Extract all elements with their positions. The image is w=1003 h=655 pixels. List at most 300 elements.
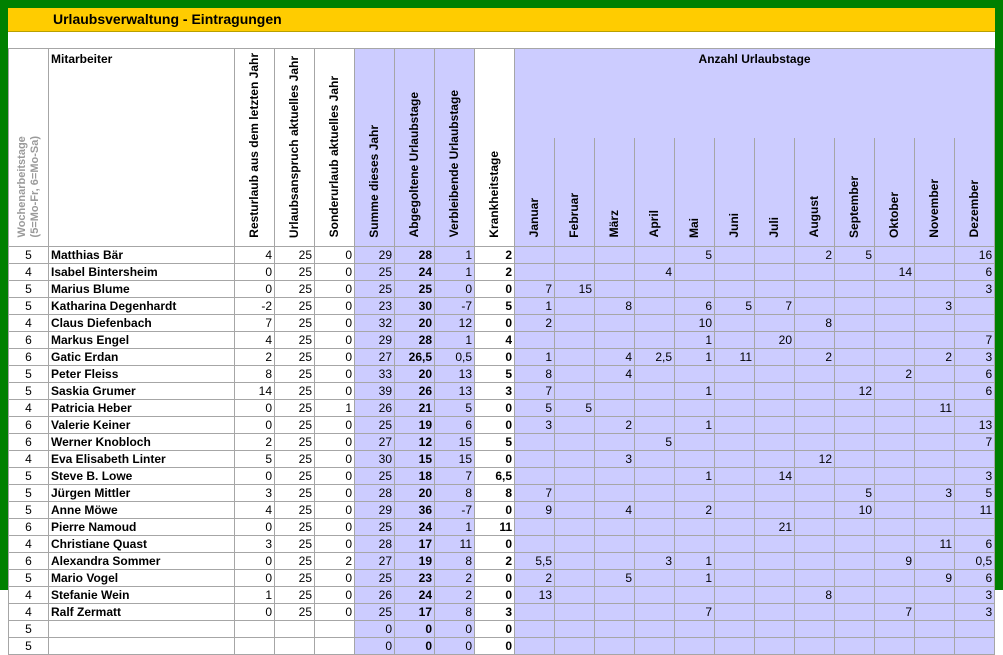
cell-month-2[interactable]	[595, 246, 635, 263]
cell-abgegolten[interactable]: 15	[395, 450, 435, 467]
cell-month-3[interactable]	[635, 484, 675, 501]
cell-month-11[interactable]: 6	[955, 365, 995, 382]
cell-wochenarbeitstage[interactable]: 4	[9, 603, 49, 620]
cell-month-1[interactable]	[555, 620, 595, 637]
cell-month-10[interactable]	[915, 246, 955, 263]
cell-month-3[interactable]	[635, 331, 675, 348]
cell-abgegolten[interactable]: 19	[395, 416, 435, 433]
cell-month-1[interactable]	[555, 416, 595, 433]
cell-month-1[interactable]	[555, 450, 595, 467]
cell-sonderurlaub[interactable]: 0	[315, 246, 355, 263]
cell-urlaubsanspruch[interactable]: 25	[275, 365, 315, 382]
cell-resturlaub[interactable]: 4	[235, 331, 275, 348]
cell-sonderurlaub[interactable]: 0	[315, 433, 355, 450]
cell-month-6[interactable]	[755, 586, 795, 603]
cell-month-1[interactable]	[555, 586, 595, 603]
cell-resturlaub[interactable]: 3	[235, 535, 275, 552]
cell-mitarbeiter[interactable]: Werner Knobloch	[49, 433, 235, 450]
cell-month-10[interactable]	[915, 450, 955, 467]
cell-mitarbeiter[interactable]: Matthias Bär	[49, 246, 235, 263]
cell-month-2[interactable]	[595, 620, 635, 637]
cell-month-10[interactable]: 3	[915, 484, 955, 501]
cell-month-11[interactable]: 6	[955, 569, 995, 586]
cell-month-11[interactable]	[955, 518, 995, 535]
cell-urlaubsanspruch[interactable]: 25	[275, 450, 315, 467]
cell-verbleibend[interactable]: 0	[435, 280, 475, 297]
cell-summe[interactable]: 26	[355, 586, 395, 603]
cell-month-10[interactable]: 3	[915, 297, 955, 314]
cell-month-1[interactable]	[555, 331, 595, 348]
cell-month-5[interactable]: 5	[715, 297, 755, 314]
cell-month-6[interactable]	[755, 620, 795, 637]
cell-month-6[interactable]	[755, 314, 795, 331]
cell-month-1[interactable]	[555, 297, 595, 314]
cell-month-8[interactable]: 12	[835, 382, 875, 399]
cell-abgegolten[interactable]: 25	[395, 280, 435, 297]
header-month-7[interactable]	[794, 138, 834, 246]
cell-month-0[interactable]: 7	[515, 484, 555, 501]
cell-summe[interactable]: 32	[355, 314, 395, 331]
cell-month-0[interactable]	[515, 263, 555, 280]
cell-month-10[interactable]	[915, 467, 955, 484]
cell-month-5[interactable]	[715, 518, 755, 535]
cell-urlaubsanspruch[interactable]: 25	[275, 246, 315, 263]
header-month-11[interactable]	[954, 138, 994, 246]
cell-month-3[interactable]	[635, 467, 675, 484]
cell-mitarbeiter[interactable]	[49, 637, 235, 654]
cell-month-2[interactable]	[595, 484, 635, 501]
cell-summe[interactable]: 30	[355, 450, 395, 467]
cell-resturlaub[interactable]: 2	[235, 348, 275, 365]
cell-month-4[interactable]	[675, 637, 715, 654]
cell-month-2[interactable]	[595, 586, 635, 603]
cell-month-8[interactable]	[835, 314, 875, 331]
header-month-10[interactable]	[914, 138, 954, 246]
cell-month-2[interactable]: 4	[595, 501, 635, 518]
cell-month-5[interactable]	[715, 314, 755, 331]
cell-month-8[interactable]	[835, 620, 875, 637]
cell-month-5[interactable]	[715, 246, 755, 263]
cell-month-1[interactable]	[555, 348, 595, 365]
cell-krankheitstage[interactable]: 0	[475, 586, 515, 603]
cell-month-9[interactable]	[875, 314, 915, 331]
cell-krankheitstage[interactable]: 0	[475, 637, 515, 654]
cell-resturlaub[interactable]: -2	[235, 297, 275, 314]
cell-summe[interactable]: 0	[355, 637, 395, 654]
cell-mitarbeiter[interactable]: Alexandra Sommer	[49, 552, 235, 569]
cell-resturlaub[interactable]: 8	[235, 365, 275, 382]
cell-month-7[interactable]	[795, 365, 835, 382]
cell-krankheitstage[interactable]: 6,5	[475, 467, 515, 484]
cell-wochenarbeitstage[interactable]: 6	[9, 348, 49, 365]
cell-month-1[interactable]	[555, 263, 595, 280]
cell-month-1[interactable]	[555, 433, 595, 450]
cell-summe[interactable]: 25	[355, 569, 395, 586]
cell-month-6[interactable]	[755, 416, 795, 433]
cell-mitarbeiter[interactable]: Eva Elisabeth Linter	[49, 450, 235, 467]
cell-month-11[interactable]	[955, 637, 995, 654]
cell-urlaubsanspruch[interactable]: 25	[275, 331, 315, 348]
cell-month-0[interactable]	[515, 450, 555, 467]
cell-abgegolten[interactable]: 30	[395, 297, 435, 314]
cell-month-5[interactable]	[715, 280, 755, 297]
cell-summe[interactable]: 25	[355, 416, 395, 433]
cell-month-5[interactable]	[715, 399, 755, 416]
cell-month-5[interactable]	[715, 603, 755, 620]
cell-month-2[interactable]	[595, 263, 635, 280]
cell-month-4[interactable]	[675, 586, 715, 603]
cell-month-6[interactable]: 14	[755, 467, 795, 484]
cell-month-1[interactable]	[555, 535, 595, 552]
cell-month-9[interactable]	[875, 280, 915, 297]
cell-sonderurlaub[interactable]: 0	[315, 450, 355, 467]
cell-mitarbeiter[interactable]: Claus Diefenbach	[49, 314, 235, 331]
cell-month-8[interactable]	[835, 586, 875, 603]
cell-month-2[interactable]: 3	[595, 450, 635, 467]
cell-month-10[interactable]	[915, 263, 955, 280]
cell-krankheitstage[interactable]: 2	[475, 246, 515, 263]
cell-month-7[interactable]	[795, 467, 835, 484]
cell-month-2[interactable]	[595, 399, 635, 416]
cell-month-10[interactable]: 11	[915, 535, 955, 552]
cell-abgegolten[interactable]: 12	[395, 433, 435, 450]
cell-month-9[interactable]	[875, 484, 915, 501]
cell-month-0[interactable]	[515, 331, 555, 348]
cell-krankheitstage[interactable]: 5	[475, 433, 515, 450]
cell-month-3[interactable]	[635, 569, 675, 586]
cell-summe[interactable]: 28	[355, 535, 395, 552]
cell-wochenarbeitstage[interactable]: 4	[9, 450, 49, 467]
cell-mitarbeiter[interactable]: Anne Möwe	[49, 501, 235, 518]
cell-abgegolten[interactable]: 24	[395, 263, 435, 280]
cell-month-4[interactable]	[675, 484, 715, 501]
cell-verbleibend[interactable]: 15	[435, 433, 475, 450]
cell-krankheitstage[interactable]: 5	[475, 365, 515, 382]
cell-verbleibend[interactable]: 1	[435, 518, 475, 535]
cell-month-4[interactable]	[675, 433, 715, 450]
cell-month-6[interactable]	[755, 637, 795, 654]
cell-urlaubsanspruch[interactable]	[275, 637, 315, 654]
cell-month-9[interactable]	[875, 620, 915, 637]
cell-urlaubsanspruch[interactable]: 25	[275, 263, 315, 280]
cell-abgegolten[interactable]: 18	[395, 467, 435, 484]
cell-wochenarbeitstage[interactable]: 5	[9, 484, 49, 501]
cell-krankheitstage[interactable]: 2	[475, 263, 515, 280]
cell-month-4[interactable]	[675, 535, 715, 552]
cell-abgegolten[interactable]: 19	[395, 552, 435, 569]
cell-month-11[interactable]: 7	[955, 331, 995, 348]
cell-sonderurlaub[interactable]: 0	[315, 416, 355, 433]
cell-month-6[interactable]	[755, 365, 795, 382]
cell-krankheitstage[interactable]: 0	[475, 314, 515, 331]
cell-month-9[interactable]	[875, 467, 915, 484]
cell-month-6[interactable]	[755, 484, 795, 501]
cell-month-7[interactable]: 12	[795, 450, 835, 467]
cell-krankheitstage[interactable]: 11	[475, 518, 515, 535]
cell-month-8[interactable]: 5	[835, 246, 875, 263]
cell-month-4[interactable]: 1	[675, 348, 715, 365]
cell-month-6[interactable]	[755, 501, 795, 518]
cell-month-2[interactable]: 4	[595, 365, 635, 382]
cell-month-0[interactable]	[515, 637, 555, 654]
cell-month-9[interactable]	[875, 501, 915, 518]
cell-month-0[interactable]: 8	[515, 365, 555, 382]
header-verbleibend[interactable]: Verbleibende Urlaubstage	[435, 49, 475, 247]
cell-wochenarbeitstage[interactable]: 5	[9, 246, 49, 263]
cell-month-8[interactable]	[835, 433, 875, 450]
cell-month-6[interactable]	[755, 535, 795, 552]
cell-mitarbeiter[interactable]: Gatic Erdan	[49, 348, 235, 365]
cell-sonderurlaub[interactable]: 0	[315, 535, 355, 552]
cell-month-3[interactable]	[635, 314, 675, 331]
cell-month-11[interactable]	[955, 297, 995, 314]
cell-month-3[interactable]: 4	[635, 263, 675, 280]
cell-month-10[interactable]	[915, 416, 955, 433]
cell-month-10[interactable]	[915, 637, 955, 654]
cell-verbleibend[interactable]: 0	[435, 637, 475, 654]
cell-krankheitstage[interactable]: 0	[475, 399, 515, 416]
cell-resturlaub[interactable]: 14	[235, 382, 275, 399]
cell-summe[interactable]: 28	[355, 484, 395, 501]
cell-wochenarbeitstage[interactable]: 4	[9, 535, 49, 552]
cell-month-1[interactable]	[555, 552, 595, 569]
cell-verbleibend[interactable]: 8	[435, 603, 475, 620]
cell-month-2[interactable]	[595, 535, 635, 552]
cell-urlaubsanspruch[interactable]: 25	[275, 314, 315, 331]
cell-month-10[interactable]	[915, 620, 955, 637]
cell-month-6[interactable]	[755, 382, 795, 399]
cell-month-2[interactable]: 5	[595, 569, 635, 586]
cell-month-8[interactable]	[835, 331, 875, 348]
cell-mitarbeiter[interactable]: Pierre Namoud	[49, 518, 235, 535]
cell-sonderurlaub[interactable]: 0	[315, 314, 355, 331]
cell-abgegolten[interactable]: 28	[395, 331, 435, 348]
cell-month-0[interactable]	[515, 433, 555, 450]
cell-krankheitstage[interactable]: 0	[475, 280, 515, 297]
cell-month-3[interactable]	[635, 501, 675, 518]
cell-month-9[interactable]	[875, 331, 915, 348]
cell-krankheitstage[interactable]: 0	[475, 450, 515, 467]
cell-month-4[interactable]: 1	[675, 552, 715, 569]
cell-wochenarbeitstage[interactable]: 5	[9, 637, 49, 654]
blank-row[interactable]	[8, 32, 995, 49]
cell-month-11[interactable]: 13	[955, 416, 995, 433]
cell-month-7[interactable]	[795, 416, 835, 433]
cell-month-3[interactable]: 2,5	[635, 348, 675, 365]
cell-month-5[interactable]	[715, 637, 755, 654]
cell-month-7[interactable]	[795, 280, 835, 297]
cell-month-3[interactable]	[635, 586, 675, 603]
cell-wochenarbeitstage[interactable]: 5	[9, 467, 49, 484]
cell-month-8[interactable]	[835, 552, 875, 569]
cell-resturlaub[interactable]: 5	[235, 450, 275, 467]
cell-month-9[interactable]	[875, 382, 915, 399]
cell-mitarbeiter[interactable]: Valerie Keiner	[49, 416, 235, 433]
cell-month-10[interactable]	[915, 314, 955, 331]
cell-verbleibend[interactable]: 12	[435, 314, 475, 331]
cell-month-2[interactable]	[595, 433, 635, 450]
cell-month-3[interactable]	[635, 280, 675, 297]
cell-month-9[interactable]	[875, 586, 915, 603]
cell-summe[interactable]: 0	[355, 620, 395, 637]
cell-verbleibend[interactable]: -7	[435, 297, 475, 314]
cell-month-4[interactable]	[675, 518, 715, 535]
cell-month-9[interactable]	[875, 433, 915, 450]
cell-month-9[interactable]: 7	[875, 603, 915, 620]
cell-mitarbeiter[interactable]: Isabel Bintersheim	[49, 263, 235, 280]
cell-krankheitstage[interactable]: 8	[475, 484, 515, 501]
cell-month-7[interactable]	[795, 484, 835, 501]
cell-mitarbeiter[interactable]: Mario Vogel	[49, 569, 235, 586]
cell-resturlaub[interactable]: 7	[235, 314, 275, 331]
cell-month-8[interactable]	[835, 280, 875, 297]
cell-resturlaub[interactable]: 0	[235, 416, 275, 433]
cell-month-4[interactable]	[675, 365, 715, 382]
cell-month-1[interactable]	[555, 501, 595, 518]
cell-summe[interactable]: 27	[355, 552, 395, 569]
cell-abgegolten[interactable]: 24	[395, 586, 435, 603]
cell-month-9[interactable]	[875, 450, 915, 467]
cell-month-0[interactable]: 7	[515, 382, 555, 399]
cell-resturlaub[interactable]: 4	[235, 246, 275, 263]
cell-month-5[interactable]	[715, 501, 755, 518]
cell-month-4[interactable]: 1	[675, 382, 715, 399]
cell-month-11[interactable]: 3	[955, 348, 995, 365]
cell-month-9[interactable]	[875, 399, 915, 416]
cell-month-3[interactable]: 3	[635, 552, 675, 569]
cell-month-10[interactable]	[915, 433, 955, 450]
cell-wochenarbeitstage[interactable]: 6	[9, 416, 49, 433]
cell-month-9[interactable]	[875, 569, 915, 586]
cell-wochenarbeitstage[interactable]: 6	[9, 331, 49, 348]
cell-abgegolten[interactable]: 21	[395, 399, 435, 416]
header-month-9[interactable]	[874, 138, 914, 246]
cell-month-7[interactable]	[795, 637, 835, 654]
cell-month-11[interactable]: 3	[955, 586, 995, 603]
cell-month-7[interactable]	[795, 603, 835, 620]
cell-urlaubsanspruch[interactable]: 25	[275, 348, 315, 365]
cell-month-0[interactable]	[515, 518, 555, 535]
cell-sonderurlaub[interactable]: 2	[315, 552, 355, 569]
cell-summe[interactable]: 26	[355, 399, 395, 416]
cell-month-8[interactable]	[835, 450, 875, 467]
cell-urlaubsanspruch[interactable]: 25	[275, 569, 315, 586]
cell-urlaubsanspruch[interactable]: 25	[275, 552, 315, 569]
cell-month-4[interactable]	[675, 620, 715, 637]
cell-month-8[interactable]	[835, 637, 875, 654]
cell-month-5[interactable]	[715, 586, 755, 603]
cell-month-1[interactable]: 5	[555, 399, 595, 416]
cell-mitarbeiter[interactable]: Ralf Zermatt	[49, 603, 235, 620]
cell-month-11[interactable]	[955, 450, 995, 467]
cell-urlaubsanspruch[interactable]: 25	[275, 399, 315, 416]
cell-month-3[interactable]	[635, 365, 675, 382]
cell-verbleibend[interactable]: 1	[435, 246, 475, 263]
cell-sonderurlaub[interactable]: 0	[315, 569, 355, 586]
cell-summe[interactable]: 25	[355, 280, 395, 297]
cell-month-7[interactable]	[795, 501, 835, 518]
cell-month-2[interactable]	[595, 314, 635, 331]
cell-month-7[interactable]: 2	[795, 348, 835, 365]
cell-sonderurlaub[interactable]: 0	[315, 365, 355, 382]
cell-month-4[interactable]	[675, 263, 715, 280]
cell-month-11[interactable]	[955, 399, 995, 416]
cell-month-0[interactable]: 5	[515, 399, 555, 416]
cell-month-8[interactable]	[835, 263, 875, 280]
cell-month-7[interactable]	[795, 399, 835, 416]
cell-abgegolten[interactable]: 0	[395, 620, 435, 637]
cell-month-10[interactable]	[915, 552, 955, 569]
cell-month-8[interactable]	[835, 399, 875, 416]
cell-month-3[interactable]: 5	[635, 433, 675, 450]
cell-month-9[interactable]	[875, 518, 915, 535]
cell-month-9[interactable]	[875, 348, 915, 365]
cell-krankheitstage[interactable]: 0	[475, 569, 515, 586]
cell-month-11[interactable]: 5	[955, 484, 995, 501]
cell-mitarbeiter[interactable]: Patricia Heber	[49, 399, 235, 416]
cell-month-7[interactable]	[795, 263, 835, 280]
cell-month-1[interactable]	[555, 603, 595, 620]
cell-month-8[interactable]	[835, 348, 875, 365]
cell-month-11[interactable]: 0,5	[955, 552, 995, 569]
cell-summe[interactable]: 29	[355, 501, 395, 518]
cell-urlaubsanspruch[interactable]: 25	[275, 484, 315, 501]
cell-resturlaub[interactable]	[235, 620, 275, 637]
cell-month-9[interactable]: 2	[875, 365, 915, 382]
cell-sonderurlaub[interactable]: 0	[315, 331, 355, 348]
cell-month-1[interactable]	[555, 382, 595, 399]
cell-resturlaub[interactable]: 0	[235, 467, 275, 484]
cell-verbleibend[interactable]: 8	[435, 552, 475, 569]
cell-urlaubsanspruch[interactable]: 25	[275, 501, 315, 518]
cell-month-4[interactable]: 1	[675, 331, 715, 348]
cell-month-1[interactable]	[555, 246, 595, 263]
cell-month-10[interactable]	[915, 501, 955, 518]
cell-sonderurlaub[interactable]: 0	[315, 382, 355, 399]
cell-mitarbeiter[interactable]: Steve B. Lowe	[49, 467, 235, 484]
cell-month-0[interactable]: 9	[515, 501, 555, 518]
cell-month-10[interactable]	[915, 382, 955, 399]
header-abgegolten[interactable]: Abgegoltene Urlaubstage	[395, 49, 435, 247]
cell-month-0[interactable]: 2	[515, 569, 555, 586]
cell-month-2[interactable]: 4	[595, 348, 635, 365]
cell-month-5[interactable]: 11	[715, 348, 755, 365]
cell-urlaubsanspruch[interactable]	[275, 620, 315, 637]
cell-month-2[interactable]: 2	[595, 416, 635, 433]
cell-krankheitstage[interactable]: 4	[475, 331, 515, 348]
cell-month-6[interactable]	[755, 246, 795, 263]
cell-month-10[interactable]	[915, 365, 955, 382]
cell-month-6[interactable]	[755, 569, 795, 586]
cell-month-9[interactable]	[875, 246, 915, 263]
cell-sonderurlaub[interactable]	[315, 637, 355, 654]
cell-abgegolten[interactable]: 24	[395, 518, 435, 535]
cell-month-7[interactable]	[795, 535, 835, 552]
cell-month-11[interactable]: 11	[955, 501, 995, 518]
cell-summe[interactable]: 25	[355, 603, 395, 620]
cell-month-6[interactable]	[755, 399, 795, 416]
cell-month-2[interactable]	[595, 280, 635, 297]
header-resturlaub[interactable]: Resturlaub aus dem letzten Jahr	[235, 49, 275, 247]
cell-wochenarbeitstage[interactable]: 4	[9, 586, 49, 603]
cell-month-8[interactable]: 5	[835, 484, 875, 501]
cell-wochenarbeitstage[interactable]: 4	[9, 263, 49, 280]
cell-mitarbeiter[interactable]: Christiane Quast	[49, 535, 235, 552]
header-month-5[interactable]	[715, 138, 755, 246]
cell-wochenarbeitstage[interactable]: 4	[9, 399, 49, 416]
cell-urlaubsanspruch[interactable]: 25	[275, 586, 315, 603]
cell-urlaubsanspruch[interactable]: 25	[275, 416, 315, 433]
